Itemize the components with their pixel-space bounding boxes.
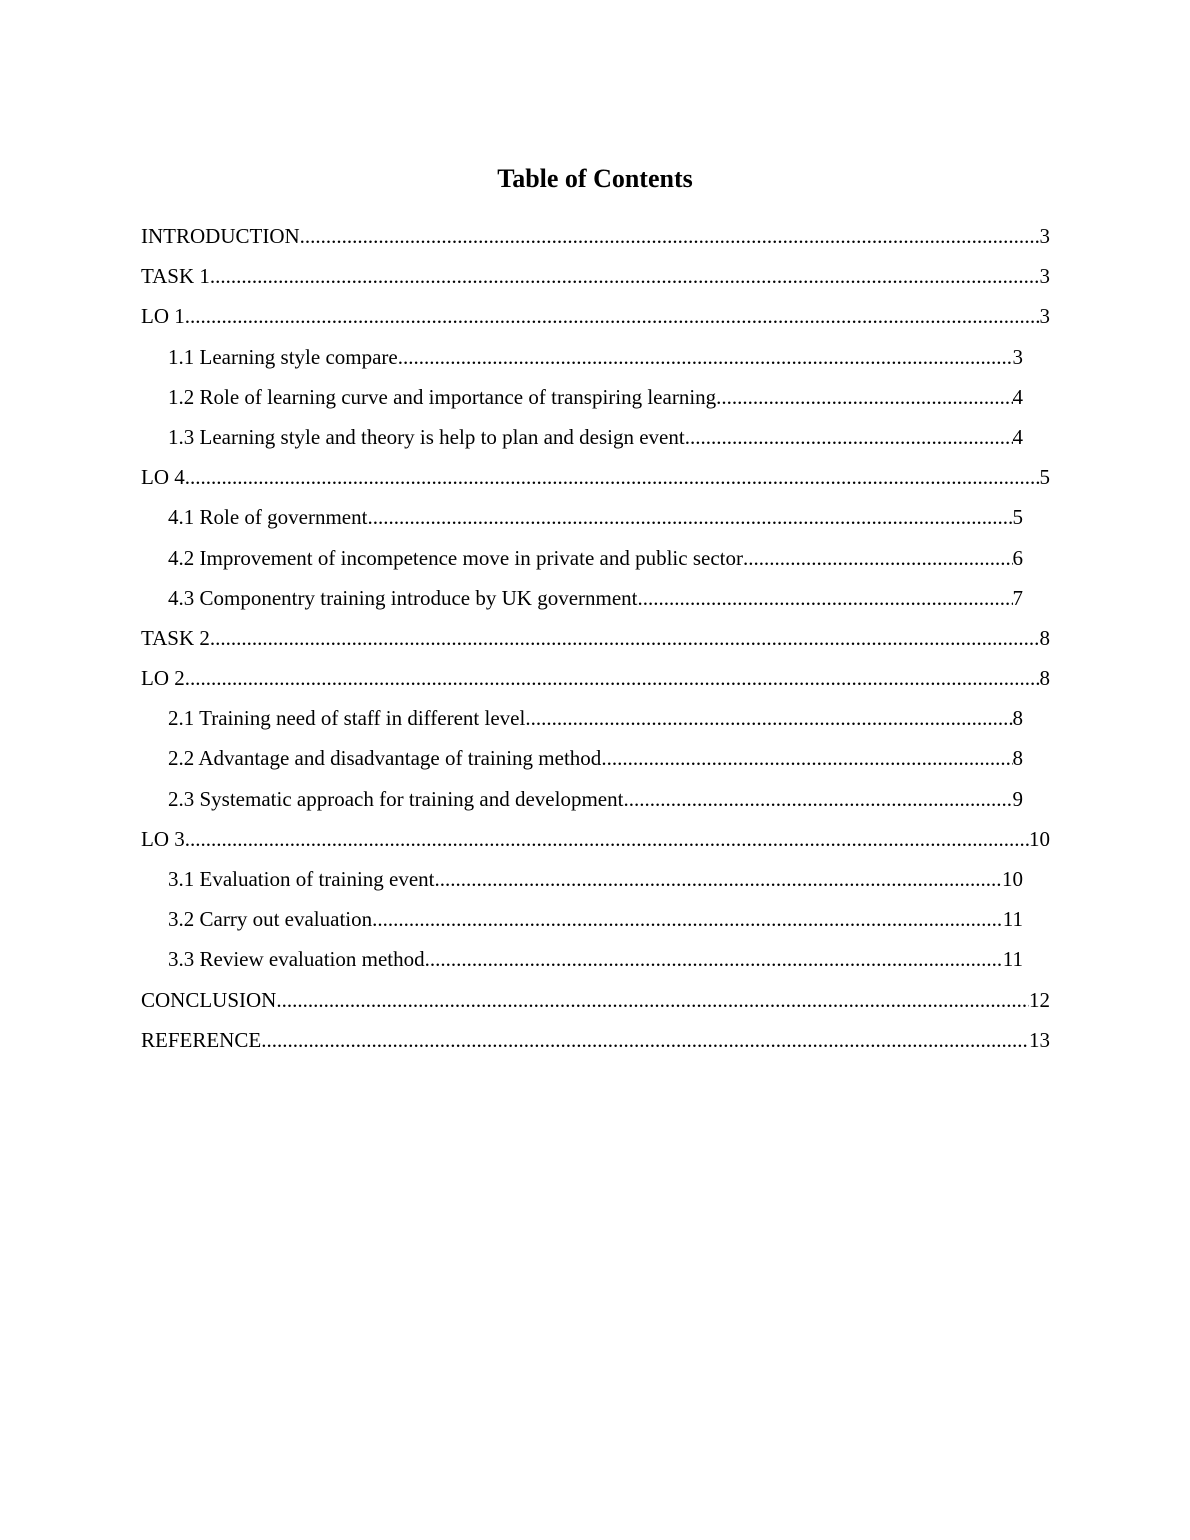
toc-entry-label: 2.1 Training need of staff in different level [168, 706, 526, 731]
toc-entry-page-number: 8 [1039, 625, 1050, 650]
toc-entry-label: 4.1 Role of government [168, 505, 368, 530]
toc-entry-page-number: 8 [1012, 706, 1023, 731]
toc-entry[interactable] [168, 582, 1023, 622]
toc-dot-leader [425, 943, 1003, 975]
toc-entry-page-number: 13 [1029, 1027, 1050, 1052]
toc-entry-page-number: 6 [1012, 545, 1023, 570]
toc-entry-label: LO 1 [141, 304, 185, 329]
toc-dot-leader [398, 341, 1013, 373]
toc-entry-label: 3.1 Evaluation of training event [168, 867, 435, 891]
toc-entry-page-number: 8 [1039, 666, 1050, 691]
toc-entry-label: 1.1 Learning style compare [168, 344, 398, 369]
toc-entry[interactable] [168, 341, 1023, 381]
toc-entry-label: LO 4 [141, 465, 185, 490]
toc-entry[interactable] [168, 903, 1023, 943]
toc-entry-label: INTRODUCTION [141, 224, 300, 248]
toc-entry-page-number: 10 [1029, 826, 1050, 851]
toc-entry-label: TASK 1 [141, 264, 210, 289]
toc-entry[interactable] [141, 823, 1050, 863]
toc-dot-leader [276, 984, 1029, 1016]
toc-entry-page-number: 7 [1012, 585, 1023, 610]
toc-dot-leader [743, 542, 1013, 574]
toc-entry-label: 3.3 Review evaluation method [168, 947, 425, 972]
toc-entry[interactable] [141, 622, 1050, 662]
toc-entry[interactable] [141, 260, 1050, 300]
toc-entry-page-number: 3 [1039, 264, 1050, 289]
toc-dot-leader [685, 421, 1013, 453]
toc-dot-leader [435, 863, 1002, 895]
toc-entry[interactable] [141, 461, 1050, 501]
toc-entry[interactable] [141, 662, 1050, 702]
toc-entry-label: 2.2 Advantage and disadvantage of training method [168, 746, 602, 771]
toc-entry-page-number: 4 [1012, 424, 1023, 449]
toc-entry-label: CONCLUSION [141, 987, 277, 1012]
toc-dot-leader [367, 501, 1012, 533]
toc-entry-label: LO 3 [141, 826, 185, 851]
toc-dot-leader [210, 260, 1040, 292]
toc-dot-leader [185, 823, 1029, 855]
toc-entry[interactable] [168, 501, 1023, 541]
toc-entry-page-number: 8 [1012, 746, 1023, 771]
toc-entry-page-number: 12 [1029, 987, 1050, 1012]
toc-entry[interactable] [168, 863, 1023, 903]
toc-entry-page-number: 9 [1012, 786, 1023, 811]
toc-entry[interactable] [168, 702, 1023, 742]
toc-entry[interactable] [168, 943, 1023, 983]
toc-entry-label: 1.3 Learning style and theory is help to plan and design event [168, 424, 685, 449]
toc-entry-label: TASK 2 [141, 625, 210, 650]
toc-dot-leader [525, 702, 1012, 734]
toc-entry-label: 4.3 Componentry training introduce by UK government [168, 585, 638, 610]
toc-entry-label: 4.2 Improvement of incompetence move in private and public sector [168, 545, 743, 570]
toc-entry-page-number: 11 [1002, 907, 1023, 932]
toc-entry-page-number: 3 [1039, 224, 1050, 248]
toc-entry-page-number: 3 [1039, 304, 1050, 329]
toc-dot-leader [185, 662, 1040, 694]
toc-entry[interactable] [168, 783, 1023, 823]
toc-dot-leader [601, 742, 1012, 774]
toc-entry[interactable] [141, 1024, 1050, 1064]
toc-entry-page-number: 3 [1012, 344, 1023, 369]
toc-dot-leader [185, 461, 1040, 493]
toc-entry-page-number: 4 [1012, 384, 1023, 409]
toc-dot-leader [638, 582, 1013, 614]
toc-dot-leader [185, 300, 1040, 332]
toc-dot-leader [623, 783, 1012, 815]
toc-dot-leader [716, 381, 1012, 413]
toc-entry-label: 2.3 Systematic approach for training and development [168, 786, 624, 811]
toc-entry-page-number: 5 [1039, 465, 1050, 490]
toc-entry-label: 1.2 Role of learning curve and importance of transpiring learning [168, 384, 717, 409]
toc-entry[interactable] [168, 542, 1023, 582]
toc-dot-leader [261, 1024, 1029, 1056]
toc-entry-label: REFERENCE [141, 1027, 262, 1052]
toc-dot-leader [300, 220, 1040, 252]
toc-entry-label: LO 2 [141, 666, 185, 691]
toc-dot-leader [372, 903, 1003, 935]
toc-entry-page-number: 10 [1002, 867, 1023, 891]
toc-entry[interactable] [141, 984, 1050, 1024]
toc-entry-page-number: 5 [1012, 505, 1023, 530]
toc-dot-leader [210, 622, 1040, 654]
toc-list [0, 220, 1190, 1064]
toc-entry-label: 3.2 Carry out evaluation [168, 907, 373, 932]
toc-entry[interactable] [168, 381, 1023, 421]
toc-entry[interactable] [168, 421, 1023, 461]
toc-entry[interactable] [168, 742, 1023, 782]
toc-entry[interactable] [141, 220, 1050, 260]
toc-entry-page-number: 11 [1002, 947, 1023, 972]
toc-entry[interactable] [141, 300, 1050, 340]
toc-title: Table of Contents [497, 164, 693, 193]
